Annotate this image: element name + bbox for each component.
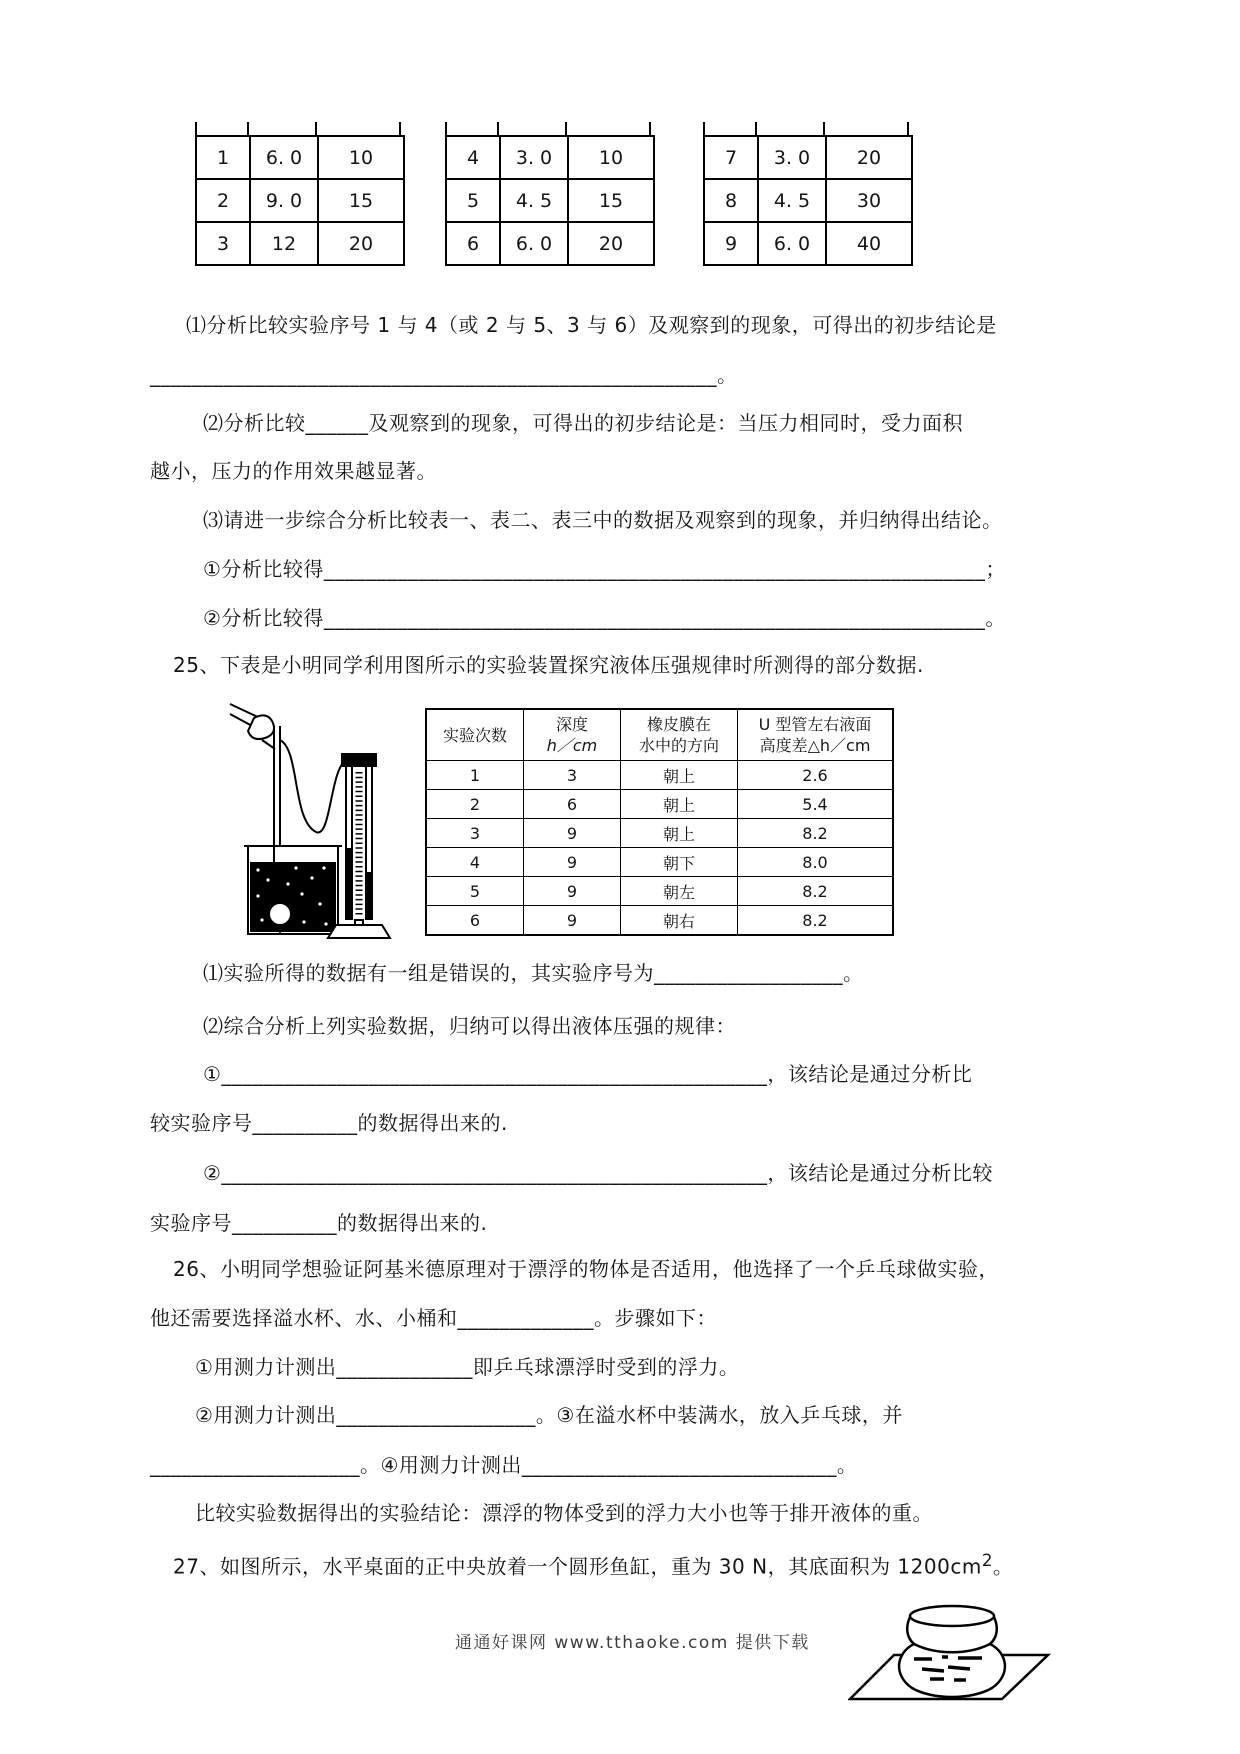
- table-row: [196, 179, 404, 222]
- table-row: [426, 906, 893, 936]
- border-stub: [703, 122, 705, 135]
- table-row: [426, 877, 893, 906]
- table-three: [703, 135, 913, 266]
- table-row: [446, 136, 654, 179]
- cell: 9: [524, 848, 621, 877]
- q25-measurement-table: [425, 708, 894, 936]
- cell: 20: [568, 222, 654, 265]
- border-stub: [399, 122, 401, 135]
- cell: 8.0: [738, 848, 894, 877]
- fishbowl-figure: [848, 1595, 1053, 1720]
- cell: 朝左: [621, 877, 738, 906]
- column-header: 实验次数: [426, 709, 524, 761]
- border-stub: [497, 122, 499, 135]
- q25-conclusion2-line2: 实验序号__________的数据得出来的.: [150, 1211, 488, 1235]
- cell: 朝上: [621, 790, 738, 819]
- table-row: [426, 761, 893, 790]
- cell: 1: [196, 136, 250, 179]
- border-stub: [247, 122, 249, 135]
- cell: 6. 0: [250, 136, 318, 179]
- table-row: [446, 222, 654, 265]
- cell: 20: [826, 136, 912, 179]
- cell: 4. 5: [758, 179, 826, 222]
- cell: 3. 0: [758, 136, 826, 179]
- cell: 9: [524, 819, 621, 848]
- cell: 3: [196, 222, 250, 265]
- border-stub: [755, 122, 757, 135]
- cell: 9: [524, 906, 621, 936]
- cell: 2: [426, 790, 524, 819]
- cell: 20: [318, 222, 404, 265]
- cell: 6: [426, 906, 524, 936]
- fishbowl-drawing: [848, 1595, 1053, 1720]
- cell: 12: [250, 222, 318, 265]
- cell: 8.2: [738, 819, 894, 848]
- cell: 6. 0: [500, 222, 568, 265]
- cell: 6: [446, 222, 500, 265]
- cell: 5: [446, 179, 500, 222]
- pressure-apparatus-figure: [228, 698, 393, 940]
- cell: 3: [524, 761, 621, 790]
- table-row: [196, 222, 404, 265]
- border-stub: [565, 122, 567, 135]
- column-header: U 型管左右液面 高度差△h／cm: [738, 709, 894, 761]
- cell: 朝右: [621, 906, 738, 936]
- q26-step1: ①用测力计测出_____________即乒乓球漂浮时受到的浮力。: [195, 1355, 740, 1379]
- cell: 5.4: [738, 790, 894, 819]
- cell: 5: [426, 877, 524, 906]
- cell: 朝上: [621, 819, 738, 848]
- cell: 3: [426, 819, 524, 848]
- cell: 1: [426, 761, 524, 790]
- cell: 30: [826, 179, 912, 222]
- table-row: [704, 179, 912, 222]
- column-header: 深度 h／cm: [524, 709, 621, 761]
- cell: 10: [318, 136, 404, 179]
- cell: 15: [568, 179, 654, 222]
- table-row: [426, 790, 893, 819]
- q27-stem: 27、如图所示，水平桌面的正中央放着一个圆形鱼缸，重为 30 N，其底面积为 $1200cm^2$。: [173, 1551, 1014, 1579]
- cell: 8: [704, 179, 758, 222]
- cell: 6. 0: [758, 222, 826, 265]
- cell: 8.2: [738, 877, 894, 906]
- cell: 4: [446, 136, 500, 179]
- border-stub: [823, 122, 825, 135]
- q24-part1-answer-blank: ______________________________________________________。: [150, 363, 738, 387]
- q26-stem-line2: 他还需要选择溢水杯、水、小桶和_____________。步骤如下：: [150, 1306, 717, 1330]
- table-row: [446, 179, 654, 222]
- cell: 2: [196, 179, 250, 222]
- table-row: [704, 136, 912, 179]
- q25-part1-text: ⑴实验所得的数据有一组是错误的，其实验序号为__________________。: [203, 961, 864, 985]
- cell: 6: [524, 790, 621, 819]
- table-header-row: [426, 709, 893, 761]
- q25-conclusion1-line1: ①____________________________________________________，该结论是通过分析比: [203, 1062, 973, 1086]
- cell: 7: [704, 136, 758, 179]
- q26-stem-line1: 26、小明同学想验证阿基米德原理对于漂浮的物体是否适用，他选择了一个乒乓球做实验，: [173, 1257, 999, 1281]
- q25-conclusion2-line1: ②____________________________________________________，该结论是通过分析比较: [203, 1161, 993, 1185]
- cell: 15: [318, 179, 404, 222]
- cell: 朝下: [621, 848, 738, 877]
- cell: 朝上: [621, 761, 738, 790]
- table-two: [445, 135, 655, 266]
- q24-part3-text: ⑶请进一步综合分析比较表一、表二、表三中的数据及观察到的现象，并归纳得出结论。: [203, 508, 1003, 532]
- q24-part2-text-line1: ⑵分析比较______及观察到的现象，可得出的初步结论是：当压力相同时，受力面积: [203, 411, 963, 435]
- cell: 9: [704, 222, 758, 265]
- q24-part1-text: ⑴分析比较实验序号 1 与 4（或 2 与 5、3 与 6）及观察到的现象，可得出的初步结论是: [186, 313, 997, 337]
- cell: 9: [524, 877, 621, 906]
- q26-step2: ②用测力计测出___________________。③在溢水杯中装满水，放入乒乓球，并: [195, 1403, 903, 1427]
- table-one: [195, 135, 405, 266]
- q24-part3-item1: ①分析比较得_______________________________________________________________；: [203, 557, 1006, 581]
- q26-conclusion: 比较实验数据得出的实验结论：漂浮的物体受到的浮力大小也等于排开液体的重。: [195, 1501, 933, 1525]
- border-stub: [907, 122, 909, 135]
- q26-step3: ____________________。④用测力计测出______________________________。: [150, 1453, 858, 1477]
- cell: 40: [826, 222, 912, 265]
- column-header: 橡皮膜在 水中的方向: [621, 709, 738, 761]
- table-row: [426, 848, 893, 877]
- cell: 10: [568, 136, 654, 179]
- cell: 4: [426, 848, 524, 877]
- footer-credit: 通通好课网 www.tthaoke.com 提供下载: [455, 1633, 810, 1653]
- table-row: [426, 819, 893, 848]
- border-stub: [315, 122, 317, 135]
- cell: 3. 0: [500, 136, 568, 179]
- pressure-apparatus-drawing: [228, 698, 393, 940]
- border-stub: [445, 122, 447, 135]
- table-row: [704, 222, 912, 265]
- q24-part3-item2: ②分析比较得_______________________________________________________________。: [203, 606, 1006, 630]
- q25-stem: 25、下表是小明同学利用图所示的实验装置探究液体压强规律时所测得的部分数据.: [173, 653, 924, 677]
- cell: 9. 0: [250, 179, 318, 222]
- border-stub: [195, 122, 197, 135]
- superscript-2: 2: [981, 1551, 993, 1570]
- border-stub: [649, 122, 651, 135]
- q24-part2-text-line2: 越小，压力的作用效果越显著。: [150, 459, 437, 483]
- table-row: [196, 136, 404, 179]
- q25-conclusion1-line2: 较实验序号__________的数据得出来的.: [150, 1111, 508, 1135]
- q25-part2-text: ⑵综合分析上列实验数据，归纳可以得出液体压强的规律：: [203, 1014, 736, 1038]
- cell: 4. 5: [500, 179, 568, 222]
- cell: 2.6: [738, 761, 894, 790]
- cell: 8.2: [738, 906, 894, 936]
